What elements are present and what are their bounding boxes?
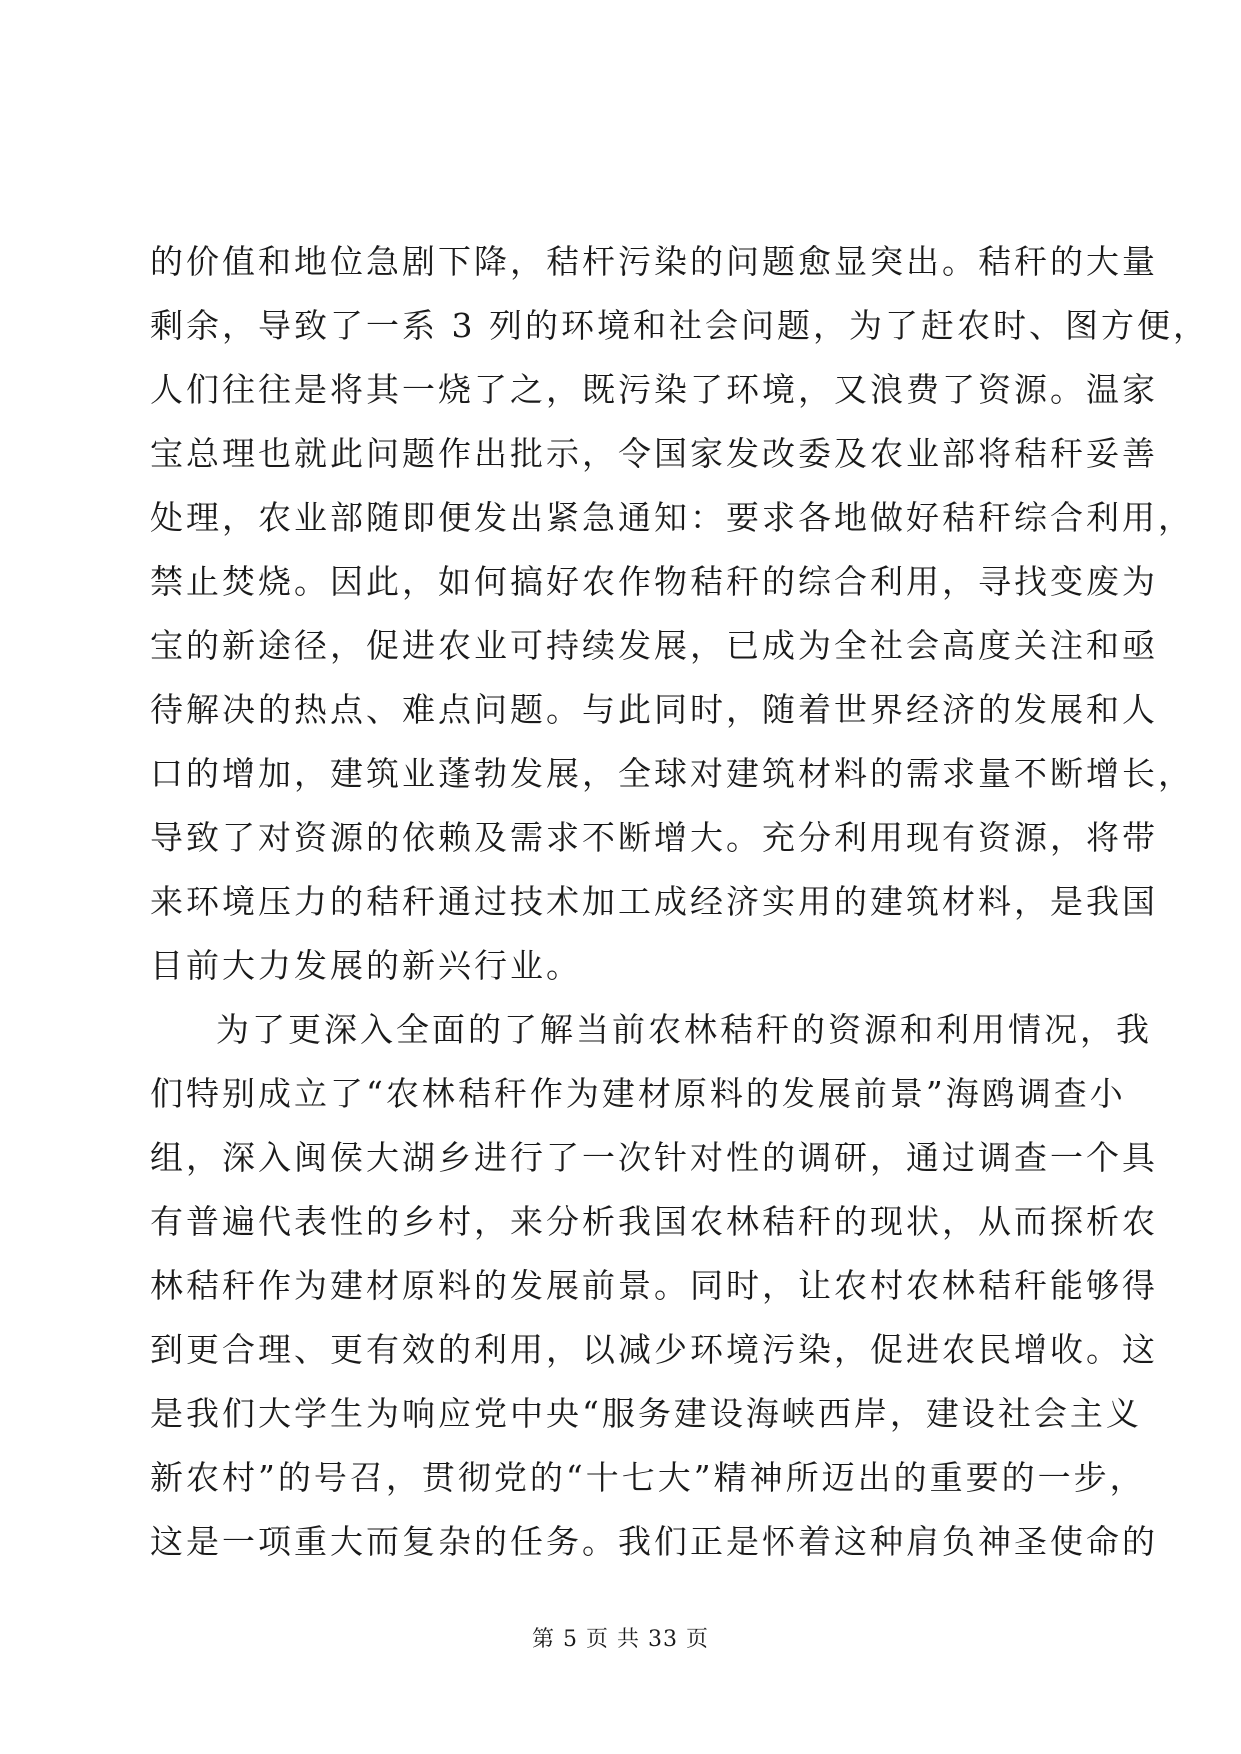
text-line: 人们往往是将其一烧了之，既污染了环境，又浪费了资源。温家 bbox=[150, 370, 1158, 409]
text-line: 宝的新途径，促进农业可持续发展，已成为全社会高度关注和亟 bbox=[150, 626, 1158, 665]
text-line: 剩余，导致了一系 3 列的环境和社会问题，为了赶农时、图方便， bbox=[150, 306, 1209, 345]
text-line: 导致了对资源的依赖及需求不断增大。充分利用现有资源，将带 bbox=[150, 818, 1158, 857]
text-line: 组，深入闽侯大湖乡进行了一次针对性的调研，通过调查一个具 bbox=[150, 1138, 1158, 1177]
text-line: 新农村”的号召，贯彻党的“十七大”精神所迈出的重要的一步， bbox=[150, 1458, 1146, 1497]
text-line: 口的增加，建筑业蓬勃发展，全球对建筑材料的需求量不断增长， bbox=[150, 754, 1194, 793]
paragraph-1 bbox=[150, 230, 1209, 998]
text-line: 待解决的热点、难点问题。与此同时，随着世界经济的发展和人 bbox=[150, 690, 1158, 729]
text-line: 为了更深入全面的了解当前农林秸秆的资源和利用情况，我 bbox=[216, 1010, 1152, 1049]
paragraph-2 bbox=[150, 998, 1158, 1574]
text-line: 是我们大学生为响应党中央“服务建设海峡西岸，建设社会主义 bbox=[150, 1394, 1142, 1433]
text-line: 这是一项重大而复杂的任务。我们正是怀着这种肩负神圣使命的 bbox=[150, 1522, 1158, 1561]
body-text bbox=[150, 230, 1209, 1574]
page-number: 第 5 页 共 33 页 bbox=[532, 1627, 709, 1652]
text-line: 们特别成立了“农林秸秆作为建材原料的发展前景”海鸥调查小 bbox=[150, 1074, 1126, 1113]
text-line: 有普遍代表性的乡村，来分析我国农林秸秆的现状，从而探析农 bbox=[150, 1202, 1158, 1241]
text-line: 目前大力发展的新兴行业。 bbox=[150, 946, 582, 985]
text-line: 处理，农业部随即便发出紧急通知：要求各地做好秸秆综合利用， bbox=[150, 498, 1194, 537]
page-footer bbox=[0, 1622, 1241, 1653]
text-line: 来环境压力的秸秆通过技术加工成经济实用的建筑材料，是我国 bbox=[150, 882, 1158, 921]
text-line: 到更合理、更有效的利用，以减少环境污染，促进农民增收。这 bbox=[150, 1330, 1158, 1369]
text-line: 的价值和地位急剧下降，秸杆污染的问题愈显突出。秸秆的大量 bbox=[150, 242, 1158, 281]
text-line: 林秸秆作为建材原料的发展前景。同时，让农村农林秸秆能够得 bbox=[150, 1266, 1158, 1305]
text-line: 禁止焚烧。因此，如何搞好农作物秸秆的综合利用，寻找变废为 bbox=[150, 562, 1158, 601]
text-line: 宝总理也就此问题作出批示，令国家发改委及农业部将秸秆妥善 bbox=[150, 434, 1158, 473]
